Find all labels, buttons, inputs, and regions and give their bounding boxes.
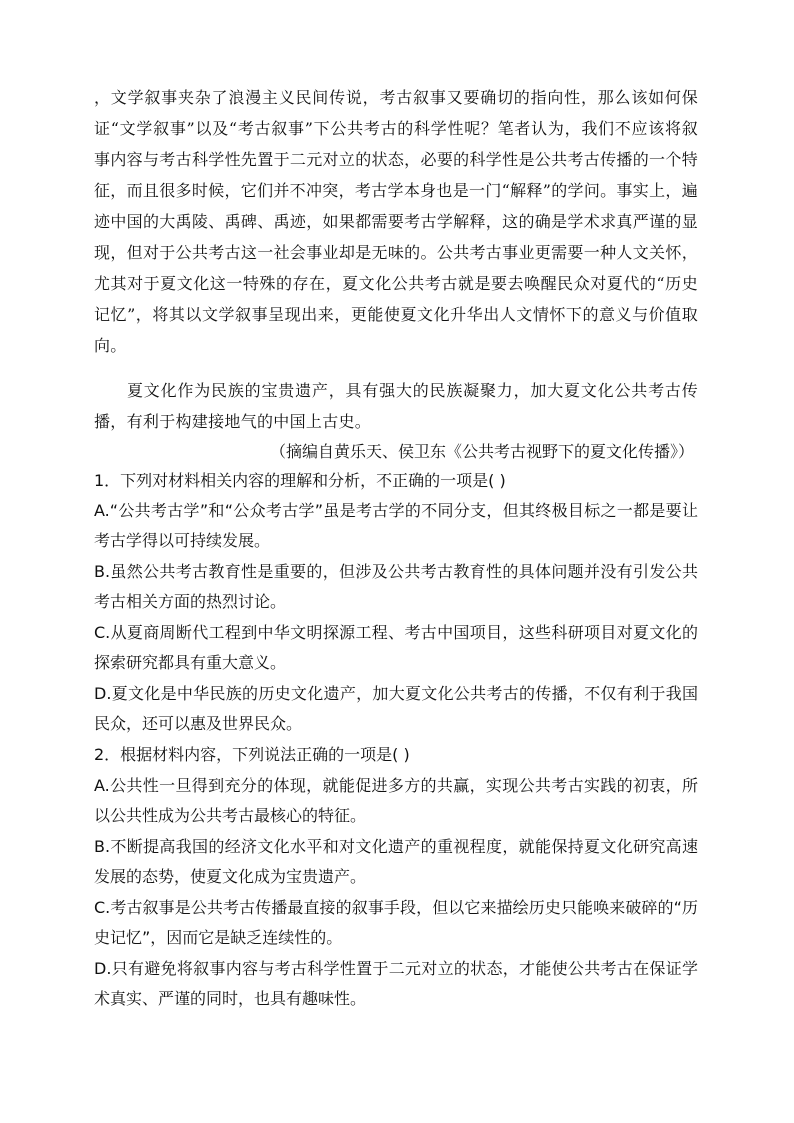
question-1-option-d: D.夏文化是中华民族的历史文化遗产，加大夏文化公共考古的传播，不仅有利于我国民众，还可以惠及世界民众。 <box>94 684 698 733</box>
question-2-option-d: D.只有避免将叙事内容与考古科学性置于二元对立的状态，才能使公共考古在保证学术真实、严谨的同时，也具有趣味性。 <box>94 959 698 1008</box>
question-1-stem: 1．下列对材料相关内容的理解和分析，不正确的一项是( ) <box>94 471 506 490</box>
question-1-option-b: B.虽然公共考古教育性是重要的，但涉及公共考古教育性的具体问题并没有引发公共考古相关方面的热烈讨论。 <box>94 562 698 611</box>
question-2-option-b: B.不断提高我国的经济文化水平和对文化遗产的重视程度，就能保持夏文化研究高速发展的态势，使夏文化成为宝贵遗产。 <box>94 837 698 886</box>
question-1-option-c: C.从夏商周断代工程到中华文明探源工程、考古中国项目，这些科研项目对夏文化的探索研究都具有重大意义。 <box>94 623 698 672</box>
question-2-option-c: C.考古叙事是公共考古传播最直接的叙事手段，但以它来描绘历史只能唤来破碎的“历史记忆”，因而它是缺乏连续性的。 <box>94 898 698 947</box>
passage-paragraph-1: ，文学叙事夹杂了浪漫主义民间传说，考古叙事又要确切的指向性，那么该如何保证“文学叙事”以及“考古叙事”下公共考古的科学性呢？笔者认为，我们不应该将叙事内容与考古科学性先置于二元对立的状态，必要的科学性是公共考古传播的一个特征，而且很多时候，它们并不冲突，考古学本身也是一门“解释”的学问。事实上，遍迹中国的大禹陵、禹碑、禹迹，如果都需要考古学解释，这的确是学术求真严谨的显现，但对于公共考古这一社会事业却是无味的。公共考古事业更需要一种人文关怀，尤其对于夏文化这一特殊的存在，夏文化公共考古就是要去唤醒民众对夏代的“历史记忆”，将其以文学叙事呈现出来，更能使夏文化升华出人文情怀下的意义与价值取向。 <box>94 88 698 355</box>
question-2-stem: 2．根据材料内容，下列说法正确的一项是( ) <box>94 745 410 764</box>
passage-source: （摘编自黄乐天、侯卫东《公共考古视野下的夏文化传播》） <box>269 442 694 461</box>
passage-paragraph-2: 夏文化作为民族的宝贵遗产，具有强大的民族凝聚力，加大夏文化公共考古传播，有利于构建接地气的中国上古史。 <box>94 381 698 431</box>
question-1-option-a: A.“公共考古学”和“公众考古学”虽是考古学的不同分支，但其终极目标之一都是要让考古学得以可持续发展。 <box>94 501 698 550</box>
question-2-option-a: A.公共性一旦得到充分的体现，就能促进多方的共赢，实现公共考古实践的初衷，所以公共性成为公共考古最核心的特征。 <box>94 776 698 825</box>
